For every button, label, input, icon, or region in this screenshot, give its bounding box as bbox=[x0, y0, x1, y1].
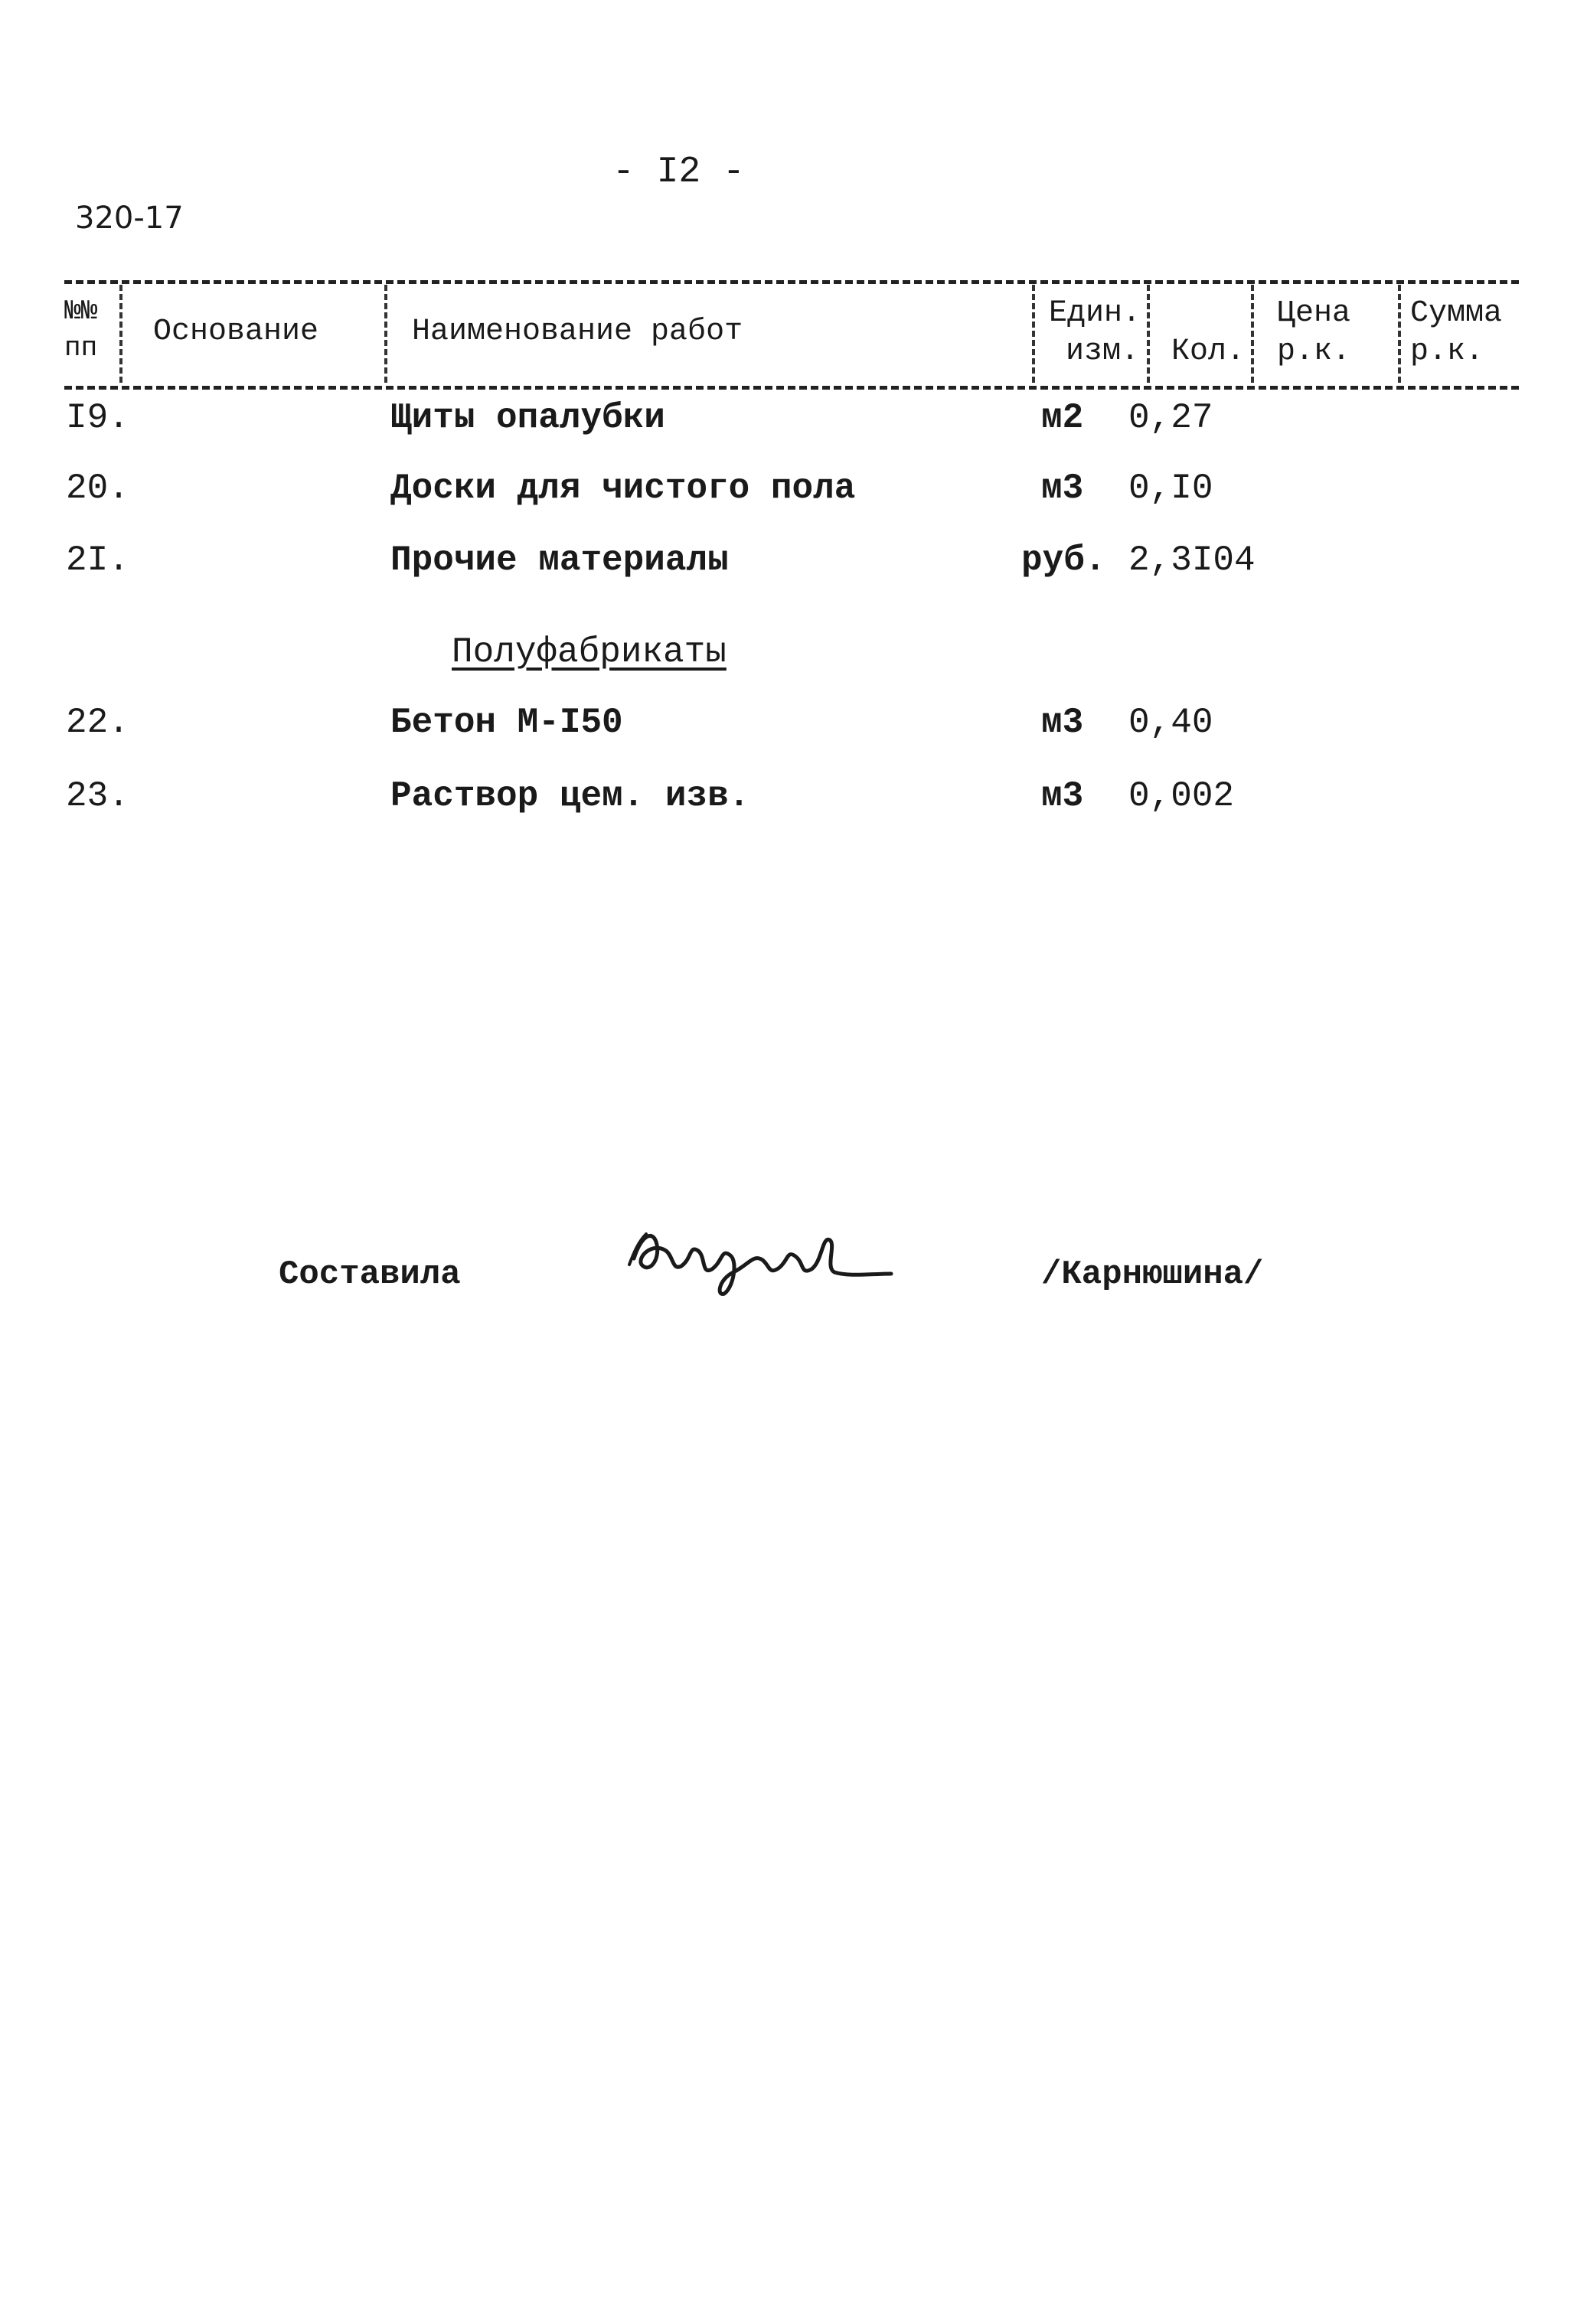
header-basis: Основание bbox=[153, 315, 319, 349]
column-separator bbox=[1398, 285, 1401, 383]
header-unit-line1: Един. bbox=[1049, 296, 1141, 331]
header-price-line2: р.к. bbox=[1277, 335, 1351, 369]
row-number: I9. bbox=[66, 398, 129, 438]
header-bottom-rule bbox=[64, 386, 1519, 390]
row-number: 22. bbox=[66, 703, 129, 743]
row-quantity: 0,002 bbox=[1128, 776, 1235, 816]
row-unit: м3 bbox=[1041, 468, 1084, 508]
header-sum-line2: р.к. bbox=[1410, 335, 1484, 369]
column-separator bbox=[1147, 285, 1150, 383]
row-quantity: 0,27 bbox=[1128, 398, 1213, 438]
row-work-name: Щиты опалубки bbox=[390, 398, 665, 438]
row-work-name: Раствор цем. изв. bbox=[390, 776, 750, 816]
column-separator bbox=[1251, 285, 1254, 383]
header-number-line1: №№ bbox=[64, 295, 98, 327]
header-sum-line1: Сумма bbox=[1410, 296, 1503, 331]
row-unit: м3 bbox=[1041, 776, 1084, 816]
row-unit: м2 bbox=[1041, 398, 1084, 438]
column-separator bbox=[119, 285, 122, 383]
row-number: 20. bbox=[66, 468, 129, 508]
page-number: - I2 - bbox=[612, 152, 745, 193]
row-quantity: 0,40 bbox=[1128, 703, 1213, 743]
header-unit-line2: изм. bbox=[1066, 335, 1140, 369]
row-work-name: Доски для чистого пола bbox=[390, 468, 856, 508]
header-top-rule bbox=[64, 280, 1519, 284]
row-work-name: Бетон М-I50 bbox=[390, 703, 623, 743]
row-unit: руб. bbox=[1021, 540, 1106, 580]
header-work-name: Наименование работ bbox=[412, 315, 743, 349]
row-quantity: 2,3I04 bbox=[1128, 540, 1256, 580]
header-number-line2: пп bbox=[64, 332, 98, 364]
row-quantity: 0,I0 bbox=[1128, 468, 1213, 508]
composer-name: /Карнюшина/ bbox=[1041, 1255, 1264, 1294]
column-separator bbox=[1032, 285, 1035, 383]
header-quantity: Кол. bbox=[1171, 335, 1246, 369]
document-code: 320-17 bbox=[75, 201, 184, 236]
row-number: 2I. bbox=[66, 540, 129, 580]
composed-by-label: Составила bbox=[279, 1255, 461, 1294]
section-title: Полуфабрикаты bbox=[452, 632, 727, 672]
row-unit: м3 bbox=[1041, 703, 1084, 743]
row-work-name: Прочие материалы bbox=[390, 540, 729, 580]
row-number: 23. bbox=[66, 776, 129, 816]
column-separator bbox=[384, 285, 387, 383]
handwritten-signature bbox=[619, 1211, 894, 1303]
header-price-line1: Цена bbox=[1277, 296, 1351, 331]
